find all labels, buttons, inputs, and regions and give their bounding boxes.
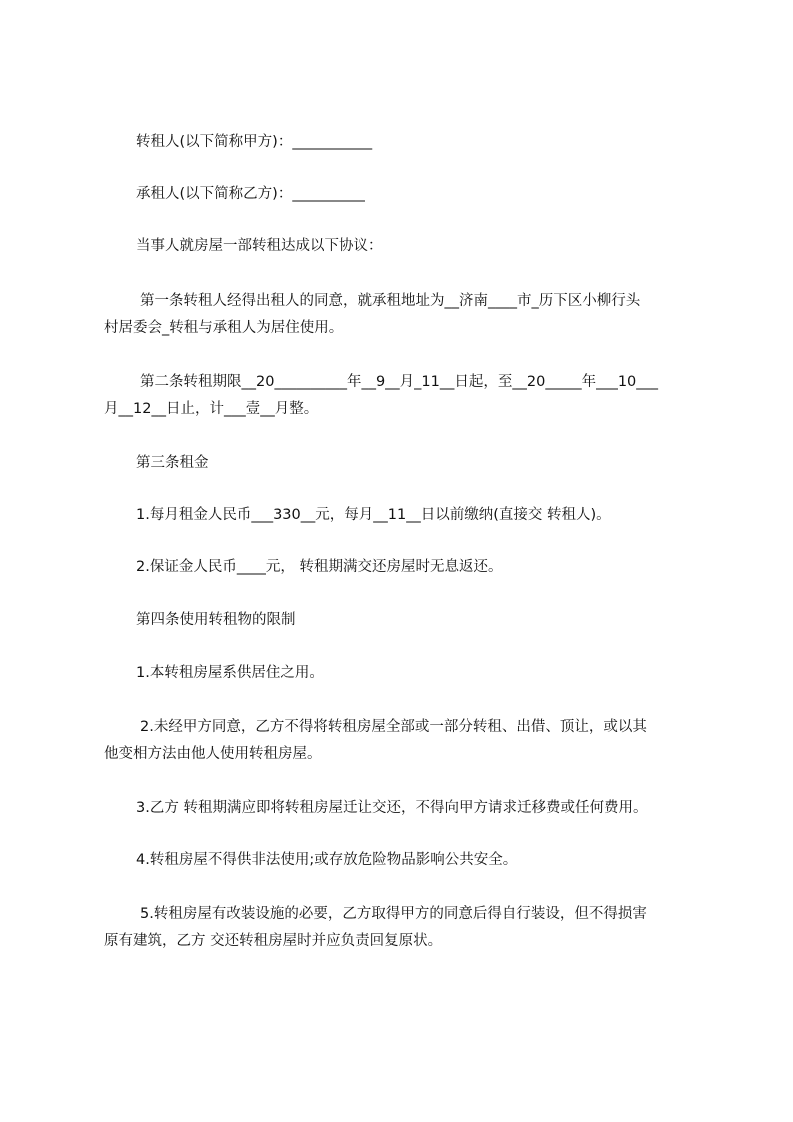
lessee-line: 承租人(以下简称乙方)：__________ <box>136 186 365 202</box>
article-3-item-2: 2.保证金人民币____元， 转租期满交还房屋时无息返还。 <box>136 559 503 575</box>
article-4-item-4: 4.转租房屋不得供非法使用;或存放危险物品影响公共安全。 <box>136 852 518 868</box>
article-3-heading: 第三条租金 <box>136 455 209 471</box>
article-1-line-2: 村居委会_转租与承租人为居住使用。 <box>104 320 344 336</box>
article-4-heading: 第四条使用转租物的限制 <box>136 612 296 628</box>
sublessor-line: 转租人(以下简称甲方)：___________ <box>136 134 373 150</box>
article-1-line-1: 第一条转租人经得出租人的同意，就承租地址为__济南____市_历下区小柳行头 <box>140 293 641 309</box>
agreement-intro: 当事人就房屋一部转租达成以下协议： <box>136 238 383 254</box>
article-2-line-1: 第二条转租期限__20__________年__9__月_11__日起，至__20_____年___10___ <box>140 374 659 390</box>
article-2-line-2: 月__12__日止，计___壹__月整。 <box>104 401 319 417</box>
article-4-item-2-line-1: 2.未经甲方同意，乙方不得将转租房屋全部或一部分转租、出借、顶让，或以其 <box>140 719 647 735</box>
article-4-item-5-line-1: 5.转租房屋有改装设施的必要，乙方取得甲方的同意后得自行装设，但不得损害 <box>140 906 647 922</box>
article-4-item-1: 1.本转租房屋系供居住之用。 <box>136 665 324 681</box>
article-4-item-5-line-2: 原有建筑，乙方 交还转租房屋时并应负责回复原状。 <box>104 933 443 949</box>
article-3-item-1: 1.每月租金人民币___330__元，每月__11__日以前缴纳(直接交 转租人)。 <box>136 507 611 523</box>
article-4-item-2-line-2: 他变相方法由他人使用转租房屋。 <box>104 746 322 762</box>
article-4-item-3: 3.乙方 转租期满应即将转租房屋迁让交还，不得向甲方请求迁移费或任何费用。 <box>136 800 648 816</box>
